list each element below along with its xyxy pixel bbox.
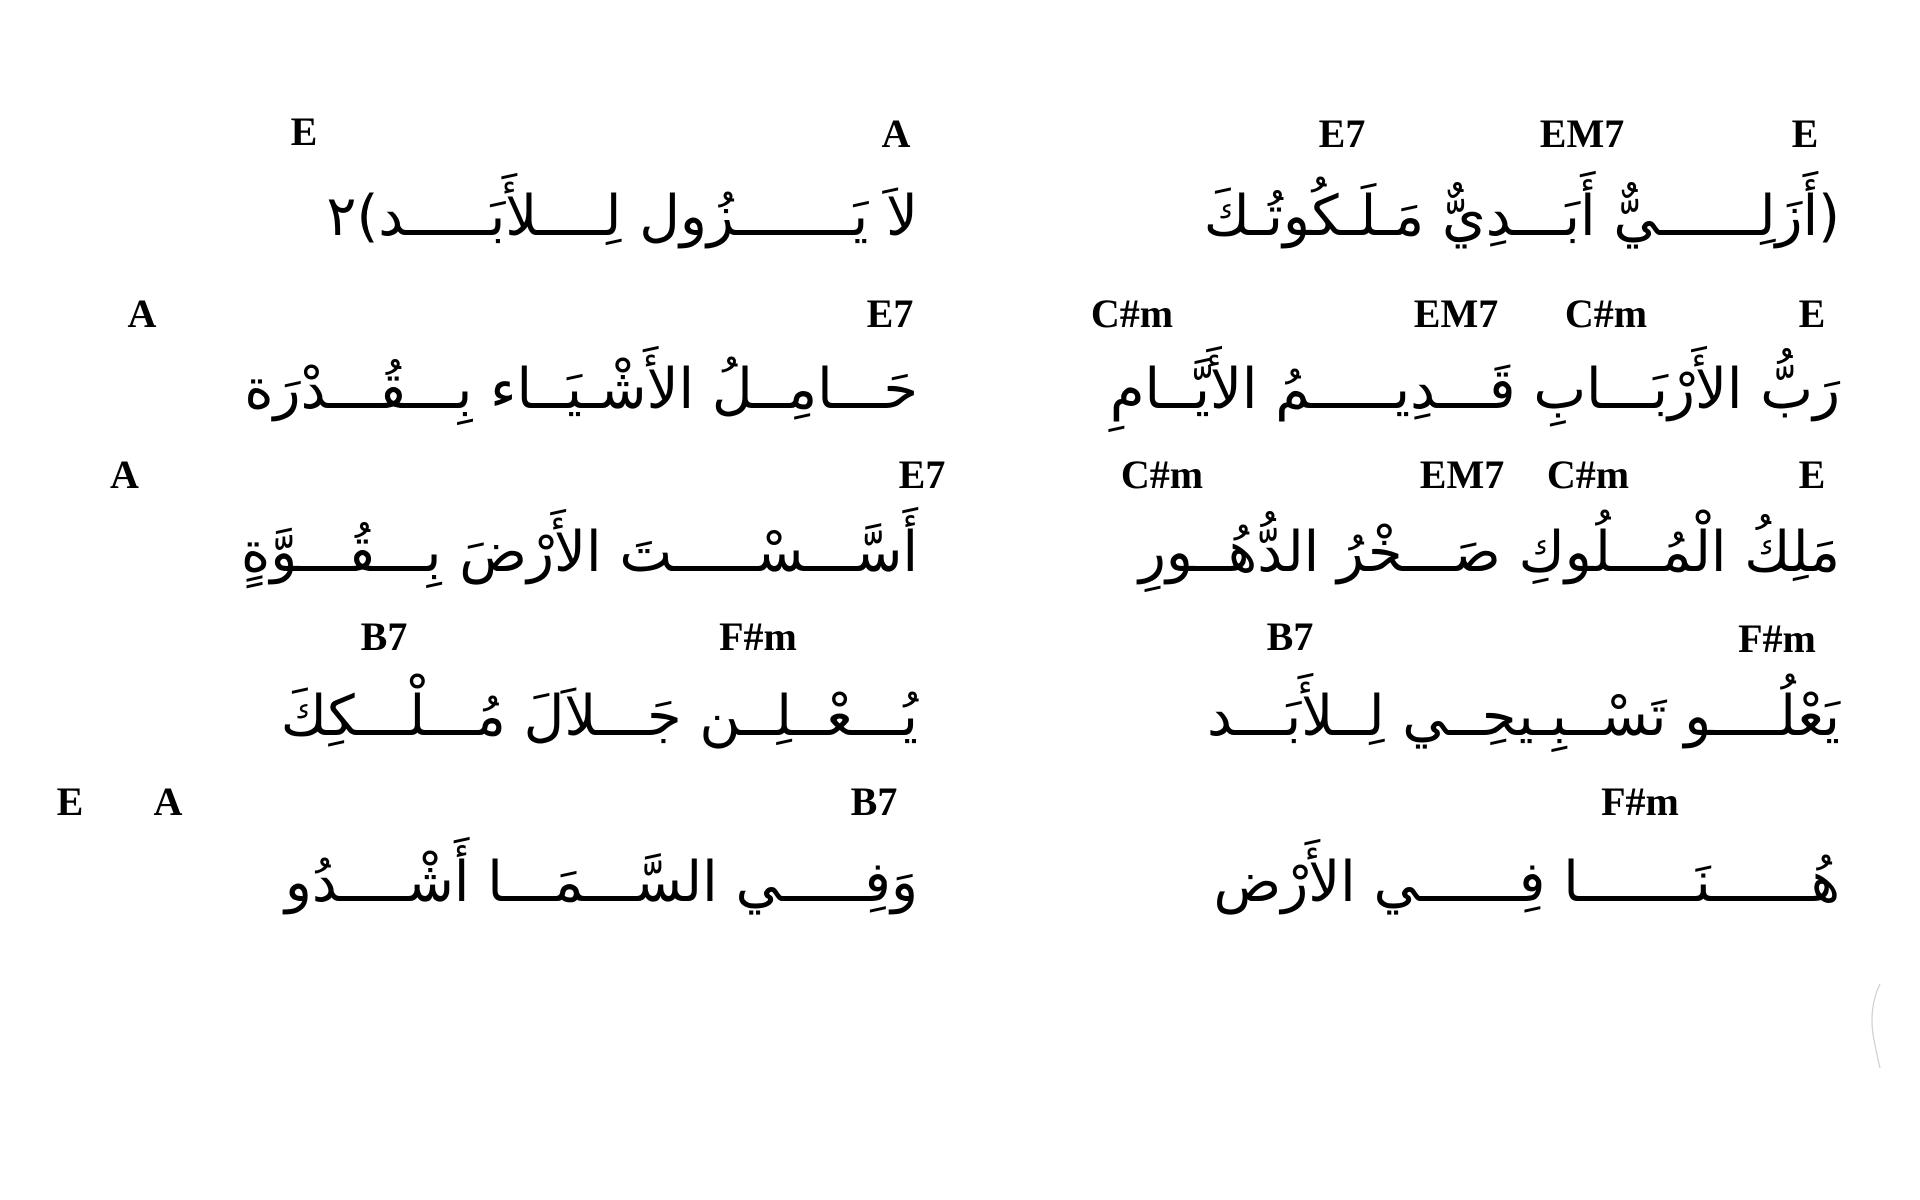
lyric-line: (أَزَلِــــــيٌّ أَبَـــدِيٌّ مَـلَـكُوتُـكَ	[1203, 184, 1840, 249]
lyric-line: أَسَّـــسْـــــتَ الأَرْضَ بِـــقُـــوَّةٍ	[240, 520, 918, 585]
lyric-line: وَفِـــــي السَّـــمَـــا أَشْــــدُو	[284, 850, 918, 915]
chord: C#m	[1564, 291, 1648, 336]
chord: F#m	[1601, 779, 1679, 824]
chord: E7	[866, 291, 914, 336]
lyric-line: يُـــعْــلِــن جَـــلاَلَ مُـــلْـــكِكَ	[280, 684, 918, 749]
chord: E7	[1318, 111, 1366, 156]
chord: B7	[360, 614, 408, 659]
chord: B7	[850, 779, 898, 824]
lyric-line: لاَ يَـــــــزُول لِــــلأَبَـــــد)٢	[326, 184, 918, 249]
chord: F#m	[1738, 616, 1816, 661]
chord: Aً	[110, 452, 170, 497]
lyric-line: رَبُّ الأَرْبَـــابِ قَـــدِيـــــمُ الأَيَّــامِ	[1109, 357, 1840, 422]
chord: E	[1798, 452, 1826, 497]
chord: E7	[898, 452, 946, 497]
scan-artifact	[1866, 980, 1886, 1070]
chord: C#m	[1546, 452, 1630, 497]
chord: C#m	[1120, 452, 1204, 497]
chord: E	[56, 779, 84, 824]
chord: EM7	[1419, 452, 1505, 497]
lyric-line: هُــــــنَـــــــا فِــــــي الأَرْض	[1213, 850, 1840, 915]
chord: B7	[1266, 614, 1314, 659]
chord: A	[127, 291, 157, 336]
chord: EM7	[1413, 291, 1499, 336]
chord: A	[153, 779, 183, 824]
chord: A	[881, 111, 911, 156]
chord: E	[1798, 291, 1826, 336]
lyric-line: مَلِكُ الْمُـــلُوكِ صَـــخْرُ الدُّهُــورِ	[1138, 520, 1840, 585]
chord: F#m	[719, 614, 797, 659]
chord: E	[290, 109, 318, 154]
lyric-line: يَعْلُــــو تَسْــبِـيحِــي لِــلأَبَـــد	[1207, 684, 1840, 749]
lyric-line: حَـــامِــلُ الأَشْـيَــاء بِـــقُـــدْرَة	[244, 357, 918, 422]
chord: E	[1791, 111, 1819, 156]
chord: C#m	[1090, 291, 1174, 336]
chord: EM7	[1539, 111, 1625, 156]
